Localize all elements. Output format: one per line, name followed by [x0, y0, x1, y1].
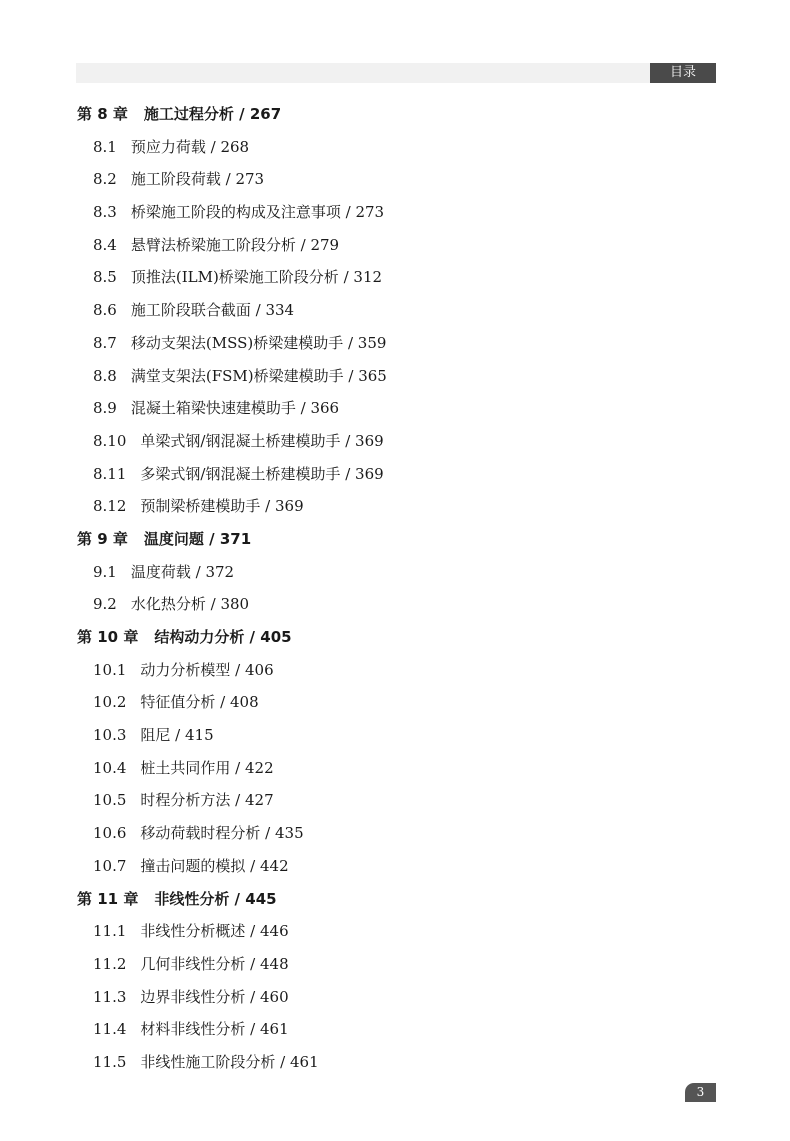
toc-section-row [0, 294, 790, 327]
section-title: 多梁式钢/钢混凝土桥建模助手 / 369 [140, 464, 384, 483]
section-number: 8.8 [93, 366, 117, 385]
toc-section-row [0, 425, 790, 458]
toc-chapter-row [0, 621, 790, 654]
section-number: 8.7 [93, 333, 117, 352]
section-title: 预应力荷载 / 268 [130, 137, 250, 156]
section-title: 时程分析方法 / 427 [140, 791, 274, 810]
section-title: 施工阶段荷载 / 273 [130, 170, 265, 189]
section-number: 9.1 [93, 562, 117, 581]
toc-section-row [0, 196, 790, 229]
section-number: 8.1 [93, 137, 117, 156]
section-title: 非线性分析概述 / 446 [140, 922, 289, 941]
toc-chapter-row [0, 883, 790, 916]
section-title: 动力分析模型 / 406 [140, 660, 274, 679]
toc-section-row [0, 327, 790, 360]
toc-section-row [0, 490, 790, 523]
toc-section-row [0, 850, 790, 883]
section-number: 8.10 [93, 431, 127, 450]
toc-section-row [0, 229, 790, 262]
header-band [76, 63, 716, 83]
toc-section-row [0, 360, 790, 393]
chapter-number: 第 9 章 [77, 529, 128, 548]
toc-section-row [0, 163, 790, 196]
toc-section-row [0, 654, 790, 687]
section-number: 10.2 [93, 693, 127, 712]
section-title: 水化热分析 / 380 [130, 595, 250, 614]
section-number: 9.2 [93, 595, 117, 614]
section-title: 温度荷载 / 372 [130, 562, 235, 581]
toc-chapter-row [0, 98, 790, 131]
chapter-number: 第 8 章 [77, 105, 128, 123]
section-number: 10.1 [93, 660, 127, 679]
toc-section-row [0, 261, 790, 294]
section-title: 桩土共同作用 / 422 [140, 758, 274, 777]
section-number: 10.7 [93, 856, 127, 875]
section-title: 移动荷载时程分析 / 435 [140, 824, 304, 843]
section-title: 特征值分析 / 408 [140, 693, 259, 712]
section-title: 边界非线性分析 / 460 [140, 987, 289, 1006]
section-number: 11.1 [93, 922, 127, 941]
chapter-number: 第 10 章 [77, 628, 139, 646]
chapter-title: 施工过程分析 / 267 [143, 105, 282, 123]
toc-section-row [0, 1046, 790, 1079]
section-number: 10.4 [93, 758, 127, 777]
section-number: 8.2 [93, 170, 117, 189]
section-title: 预制梁桥建模助手 / 369 [140, 497, 304, 516]
toc-section-row [0, 556, 790, 589]
toc-section-row [0, 948, 790, 981]
section-number: 11.4 [93, 1020, 127, 1039]
section-title: 施工阶段联合截面 / 334 [130, 301, 295, 320]
toc-chapter-row [0, 523, 790, 556]
section-number: 11.5 [93, 1052, 127, 1071]
section-number: 8.5 [93, 268, 117, 287]
section-number: 10.6 [93, 824, 127, 843]
section-title: 移动支架法(MSS)桥梁建模助手 / 359 [130, 333, 387, 352]
section-title: 撞击问题的模拟 / 442 [140, 856, 289, 875]
chapter-title: 结构动力分析 / 405 [154, 628, 292, 646]
toc-section-row [0, 131, 790, 164]
section-number: 8.9 [93, 399, 117, 418]
section-title: 悬臂法桥梁施工阶段分析 / 279 [130, 235, 340, 254]
section-title: 材料非线性分析 / 461 [140, 1020, 289, 1039]
toc-section-row [0, 915, 790, 948]
section-title: 阻尼 / 415 [140, 726, 214, 745]
section-number: 8.4 [93, 235, 117, 254]
section-number: 8.11 [93, 464, 127, 483]
section-title: 满堂支架法(FSM)桥梁建模助手 / 365 [130, 366, 387, 385]
section-number: 10.3 [93, 726, 127, 745]
chapter-number: 第 11 章 [77, 889, 139, 908]
section-number: 11.3 [93, 987, 127, 1006]
section-title: 几何非线性分析 / 448 [140, 954, 289, 973]
toc-section-row [0, 817, 790, 850]
toc-section-row [0, 392, 790, 425]
chapter-title: 温度问题 / 371 [143, 529, 252, 548]
toc-section-row [0, 719, 790, 752]
section-title: 顶推法(ILM)桥梁施工阶段分析 / 312 [130, 268, 383, 287]
toc-section-row [0, 686, 790, 719]
section-number: 11.2 [93, 954, 127, 973]
section-label-tab: 目录 [650, 63, 716, 83]
toc-section-row [0, 752, 790, 785]
toc-section-row [0, 458, 790, 491]
section-number: 10.5 [93, 791, 127, 810]
toc-section-row [0, 981, 790, 1014]
toc-section-row [0, 1013, 790, 1046]
section-title: 桥梁施工阶段的构成及注意事项 / 273 [130, 203, 385, 222]
section-number: 8.6 [93, 301, 117, 320]
table-of-contents [0, 98, 790, 1079]
section-title: 非线性施工阶段分析 / 461 [140, 1052, 319, 1071]
section-number: 8.12 [93, 497, 127, 516]
section-title: 单梁式钢/钢混凝土桥建模助手 / 369 [140, 431, 384, 450]
toc-section-row [0, 588, 790, 621]
chapter-title: 非线性分析 / 445 [154, 889, 277, 908]
page-number-badge: 3 [685, 1083, 716, 1102]
toc-section-row [0, 784, 790, 817]
section-title: 混凝土箱梁快速建模助手 / 366 [130, 399, 340, 418]
section-number: 8.3 [93, 203, 117, 222]
